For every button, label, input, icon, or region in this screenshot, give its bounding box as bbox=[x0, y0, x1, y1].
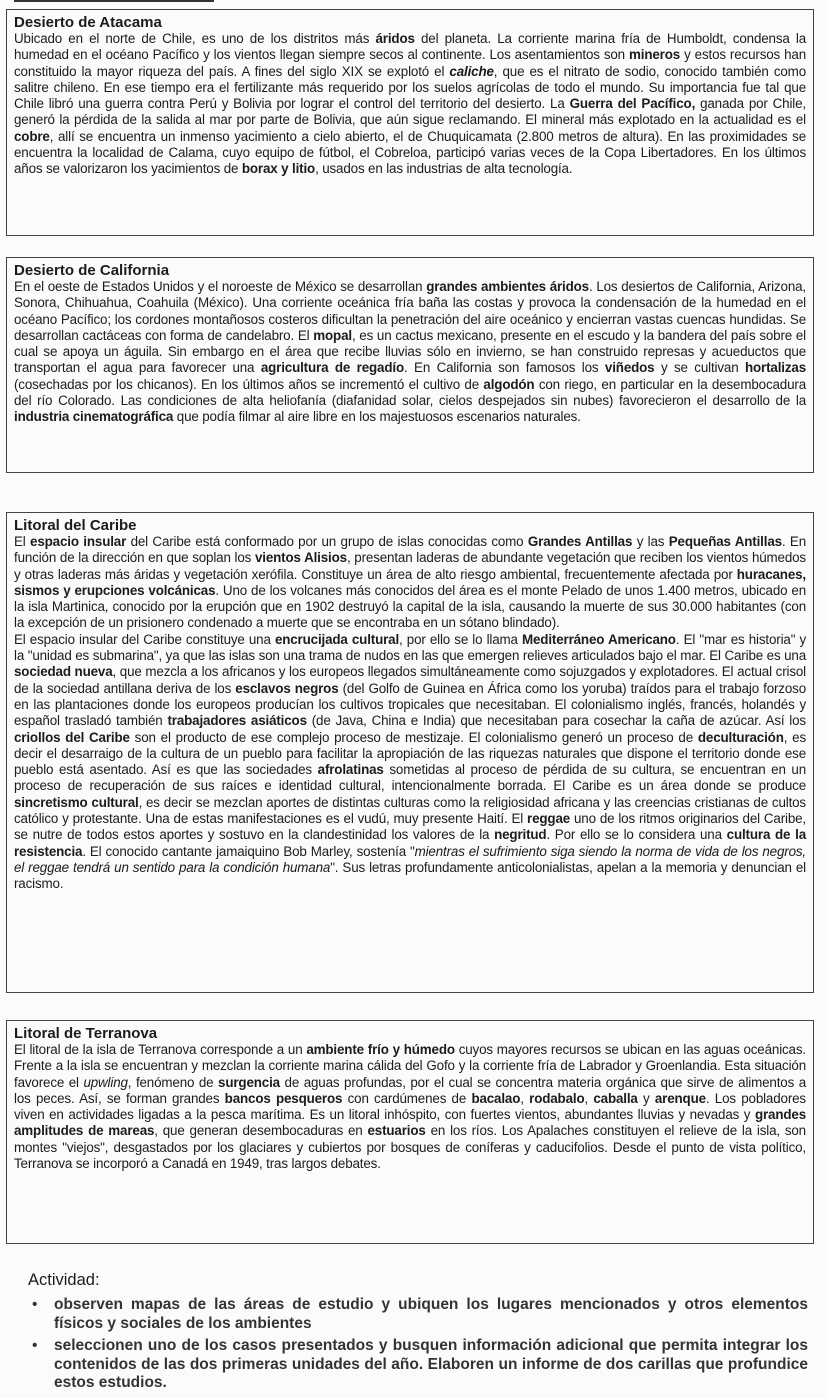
paragraph bbox=[14, 31, 806, 178]
text-run: cuyos mayores recursos se ubican en las aguas oceánicas. Frente a la isla se encuentran y mezclan la corriente marina cálida del Gofo y la corriente fría de Labrador y Groenlandia. Esta situación favorece el bbox=[14, 1042, 806, 1090]
text-run: , que mezcla a los africanos y los europeos llegados simultáneamente como sojuzgados y explotadores. El actual crisol de la sociedad antillana deriva de los bbox=[14, 664, 806, 696]
italic-text: mientras el sufrimiento siga siendo la norma de vida de los negros, el reggae tendrá un sentido para la condición humana bbox=[14, 843, 806, 875]
text-run: , que generan desembocaduras en bbox=[154, 1123, 368, 1139]
text-run: (del Golfo de Guinea en África como los yoruba) traídos para el trabajo forzoso en las plantaciones donde los europeos producían los cultivos tropicales que necesitaban. El colonialismo inglés, francés, holandés y español trasladó también bbox=[14, 680, 806, 729]
bold-text: espacio insular bbox=[30, 534, 127, 549]
bold-text: mopal bbox=[313, 327, 352, 343]
text-run: (de Java, China e India) que necesitaban para cosechar la caña de azúcar. Así los bbox=[306, 713, 806, 729]
bold-text: bacalao bbox=[471, 1090, 521, 1106]
bold-text: reggae bbox=[527, 811, 571, 827]
text-run: del Caribe está conformado por un grupo de islas conocidas como bbox=[126, 534, 528, 549]
section-title: Litoral del Caribe bbox=[14, 517, 137, 534]
activity-title: Actividad: bbox=[28, 1271, 100, 1289]
text-run: , bbox=[584, 1090, 594, 1106]
bullet-icon: • bbox=[32, 1337, 38, 1354]
text-run: , es decir se mezclan aportes de distintas culturas como la religiosidad africana y las creencias cristianas de cultos católico y protestante. Una de estas manifestaciones es el vudú, muy presente Haití. El bbox=[14, 794, 806, 827]
bold-text: deculturación bbox=[697, 729, 784, 745]
text-run: El litoral de la isla de Terranova corresponde a un bbox=[14, 1042, 307, 1057]
bold-text: agricultura de regadío bbox=[260, 360, 404, 376]
paragraph bbox=[14, 279, 806, 426]
bold-text: borax y litio bbox=[241, 161, 316, 177]
text-run: , que es el nitrato de sodio, conocido también como salitre chileno. En ese tiempo era el fertilizante más requerido por los suelos agrícolas de todo el mundo. Su importancia fue tal que Chile libró una guerra contra Perú y Bolivia por lograr el control del territorio del desierto. La bbox=[14, 63, 806, 112]
text-run: . Los desiertos de California, Arizona, Sonora, Chihuahua, Coahuila (México). Una corriente oceánica fría baña las costas y provoca la condensación de la humedad en el océano Pacífico; los cordones montañosos costeros dificultan la penetración del aire oceánico y encierran vastas cuencas hundidas. Se desarrollan cactáceas con forma de candelabro. El bbox=[14, 279, 806, 343]
section-caribe bbox=[6, 512, 814, 993]
text-run: , es decir el desarraigo de la cultura de un pueblo para facilitar la apropiación de las riquezas naturales que dispone el territorio donde ese pueblo está asentado. Así es que las sociedades bbox=[14, 729, 807, 778]
section-atacama bbox=[6, 9, 814, 236]
bold-text: sincretismo cultural bbox=[14, 794, 139, 810]
bold-text: algodón bbox=[483, 376, 535, 392]
text-run: ganada por Chile, generó la pérdida de la salida al mar por parte de Bolivia, que aún sigue reclamando. El mineral más explotado en la actualidad es el bbox=[14, 96, 807, 128]
bold-text: Guerra del Pacífico, bbox=[569, 96, 696, 112]
bold-text: grandes amplitudes de mareas bbox=[14, 1107, 806, 1139]
italic-text: upwling bbox=[83, 1074, 128, 1090]
section-body bbox=[14, 279, 806, 426]
text-run: , por ello se lo llama bbox=[399, 631, 522, 647]
bold-text: trabajadores asiáticos bbox=[167, 713, 307, 729]
bold-text: negritud bbox=[494, 827, 547, 843]
section-terranova bbox=[6, 1020, 814, 1244]
section-body bbox=[14, 534, 806, 893]
bold-text: áridos bbox=[375, 31, 415, 46]
text-run: , usados en las industrias de alta tecnología. bbox=[315, 161, 573, 177]
text-run: , bbox=[520, 1090, 530, 1106]
text-run: , presentan laderas de abundante vegetación que reciben los vientos húmedos y otras laderas más áridas y vegetación xerófila. Constituye un área de alto riesgo ambiental, frecuentemente afectada por bbox=[14, 550, 806, 582]
bold-text: cultura de la resistencia bbox=[14, 827, 806, 859]
top-rule bbox=[14, 0, 214, 7]
text-run: , fenómeno de bbox=[127, 1074, 219, 1090]
text-run: . Los pobladores viven en actividades ligadas a la pesca marítima. Es un litoral inhóspito, con fuertes vientos, abundantes lluvias y nevadas y bbox=[14, 1090, 806, 1123]
section-title: Litoral de Terranova bbox=[14, 1025, 158, 1042]
text-run: . Por ello se lo considera una bbox=[546, 827, 727, 843]
section-california bbox=[6, 257, 814, 473]
bold-text: Mediterráneo Americano bbox=[522, 631, 676, 647]
text-run: uno de los ritmos originarios del Caribe, se nutre de todos estos aportes y sostuvo en la clandestinidad los valores de la bbox=[14, 811, 807, 843]
text-run: del planeta. La corriente marina fría de Humboldt, condensa la humedad en el océano Pacífico y los vientos llegan siempre secos al continente. Los asentamientos son bbox=[14, 31, 806, 63]
text-run: de aguas profundas, por el cual se concentra materia orgánica que sirve de alimentos a los peces. Así, se forman grandes bbox=[14, 1074, 806, 1106]
bold-text: mineros bbox=[629, 47, 681, 63]
bold-text: afrolatinas bbox=[317, 762, 384, 778]
text-run: El espacio insular del Caribe constituye una bbox=[14, 631, 275, 647]
bold-text: estuarios bbox=[367, 1123, 426, 1139]
text-run: . En California son famosos los bbox=[403, 360, 605, 376]
bold-text: huracanes, sismos y erupciones volcánicas bbox=[14, 566, 806, 598]
bold-text: caballa bbox=[593, 1090, 638, 1106]
bold-text: ambiente frío y húmedo bbox=[306, 1042, 455, 1057]
bold-text: arenque bbox=[654, 1090, 706, 1106]
activity-block bbox=[28, 1271, 808, 1397]
bold-text: viñedos bbox=[604, 360, 655, 376]
text-run: . Uno de los volcanes más conocidos del área es el monte Pelado de unos 1.400 metros, ubicado en la isla Martinica, conocido por la erupción que en 1902 destruyó la capital de la isla, causando la muerte de sus 30.000 habitantes (con la excepción de un prisionero condenado a muerte que se encontraba en un sótano blindado). bbox=[14, 582, 806, 631]
list-item bbox=[32, 1337, 808, 1393]
text-run: y bbox=[637, 1090, 655, 1106]
activity-item-text: seleccionen uno de los casos presentados y busquen información adicional que permita integrar los contenidos de las dos primeras unidades del año. Elaboren un informe de dos carillas que profundice estos estudios. bbox=[54, 1337, 808, 1391]
bullet-icon: • bbox=[32, 1296, 38, 1313]
activity-item-text: observen mapas de las áreas de estudio y ubiquen los lugares mencionados y otros elementos físicos y sociales de los ambientes bbox=[54, 1296, 808, 1332]
bold-text: industria cinematográfica bbox=[14, 409, 174, 425]
text-run: en los ríos. Los Apalaches constituyen el relieve de la isla, son montes "viejos", desgastados por los glaciares y cubiertos por bosques de coníferas y caducifolios. Desde el punto de vista político, Terranova se incorporó a Canadá en 1949, tras largos debates. bbox=[14, 1123, 806, 1172]
bold-text: cobre bbox=[14, 128, 50, 144]
bold-text: grandes ambientes áridos bbox=[426, 279, 589, 294]
text-run: Ubicado en el norte de Chile, es uno de los distritos más bbox=[14, 31, 376, 46]
text-run: . El "mar es historia" y la "unidad es submarina", ya que las islas son una trama de nudos en las que emergen relieves articulados bajo el mar. El Caribe es una bbox=[14, 631, 807, 664]
bold-text: Pequeñas Antillas bbox=[668, 534, 782, 549]
bold-text: surgencia bbox=[218, 1074, 280, 1090]
bold-text: rodabalo bbox=[529, 1090, 585, 1106]
text-run: con riego, en particular en la desembocadura del río Colorado. Las condiciones de alta heliofanía (diafanidad solar, cielos despejados sin nubes) favorecieron el desarrollo de la bbox=[14, 376, 806, 409]
bold-text: caliche bbox=[449, 63, 494, 79]
text-run: ". Sus letras profundamente anticolonialistas, apelan a la memoria y denuncian el racismo. bbox=[14, 859, 806, 892]
bold-text: vientos Alisios bbox=[254, 550, 347, 566]
text-run: y las bbox=[632, 534, 669, 549]
paragraph bbox=[14, 534, 806, 632]
section-body bbox=[14, 1042, 806, 1172]
bold-text: criollos del Caribe bbox=[14, 729, 130, 745]
text-run: y estos recursos han constituido la mayor riqueza del país. A fines del siglo XIX se explotó el bbox=[14, 47, 806, 79]
text-run: con cardúmenes de bbox=[342, 1090, 472, 1106]
bold-text: hortalizas bbox=[744, 360, 806, 376]
bold-text: sociedad nueva bbox=[14, 664, 113, 680]
text-run: sometidas al proceso de pérdida de su cultura, se encuentran en un proceso de recuperación de sus raíces e identidad cultural, intencionalmente borrada. El Caribe es un área donde se produce bbox=[14, 762, 807, 794]
section-title: Desierto de California bbox=[14, 262, 170, 279]
bold-text: bancos pesqueros bbox=[224, 1090, 343, 1106]
text-run: . En función de la dirección en que soplan los bbox=[14, 534, 806, 566]
text-run: . El conocido cantante jamaiquino Bob Marley, sostenía " bbox=[82, 843, 415, 859]
paragraph bbox=[14, 1042, 806, 1172]
activity-list bbox=[28, 1296, 808, 1393]
text-run: que podía filmar al aire libre en los majestuosos escenarios naturales. bbox=[173, 409, 581, 425]
section-body bbox=[14, 31, 806, 178]
bold-text: encrucijada cultural bbox=[274, 631, 400, 647]
section-title: Desierto de Atacama bbox=[14, 14, 162, 31]
text-run: El bbox=[14, 534, 31, 549]
text-run: y se cultivan bbox=[654, 360, 745, 376]
list-item bbox=[32, 1296, 808, 1333]
text-run: (cosechadas por los chicanos). En los últimos años se incrementó el cultivo de bbox=[14, 376, 484, 392]
paragraph bbox=[14, 632, 806, 893]
text-run: son el producto de ese complejo proceso de mestizaje. El colonialismo generó un proceso de bbox=[129, 729, 698, 745]
text-run: , es un cactus mexicano, presente en el escudo y la bandera del país sobre el cual se apoya un águila. Sin embargo en el área que recibe lluvias sólo en invierno, se han construido represas y acueductos que transportan el agua para favorecer una bbox=[14, 327, 806, 376]
text-run: En el oeste de Estados Unidos y el noroeste de México se desarrollan bbox=[14, 279, 427, 294]
text-run: , allí se encuentra un inmenso yacimiento a cielo abierto, el de Chuquicamata (2.800 metros de altura). En las proximidades se encuentra la localidad de Calama, cuyo equipo de fútbol, el Cobreloa, participó varias veces de la Copa Libertadores. En los últimos años se valorizaron los yacimientos de bbox=[14, 128, 806, 177]
bold-text: esclavos negros bbox=[235, 680, 339, 696]
bold-text: Grandes Antillas bbox=[527, 534, 633, 549]
